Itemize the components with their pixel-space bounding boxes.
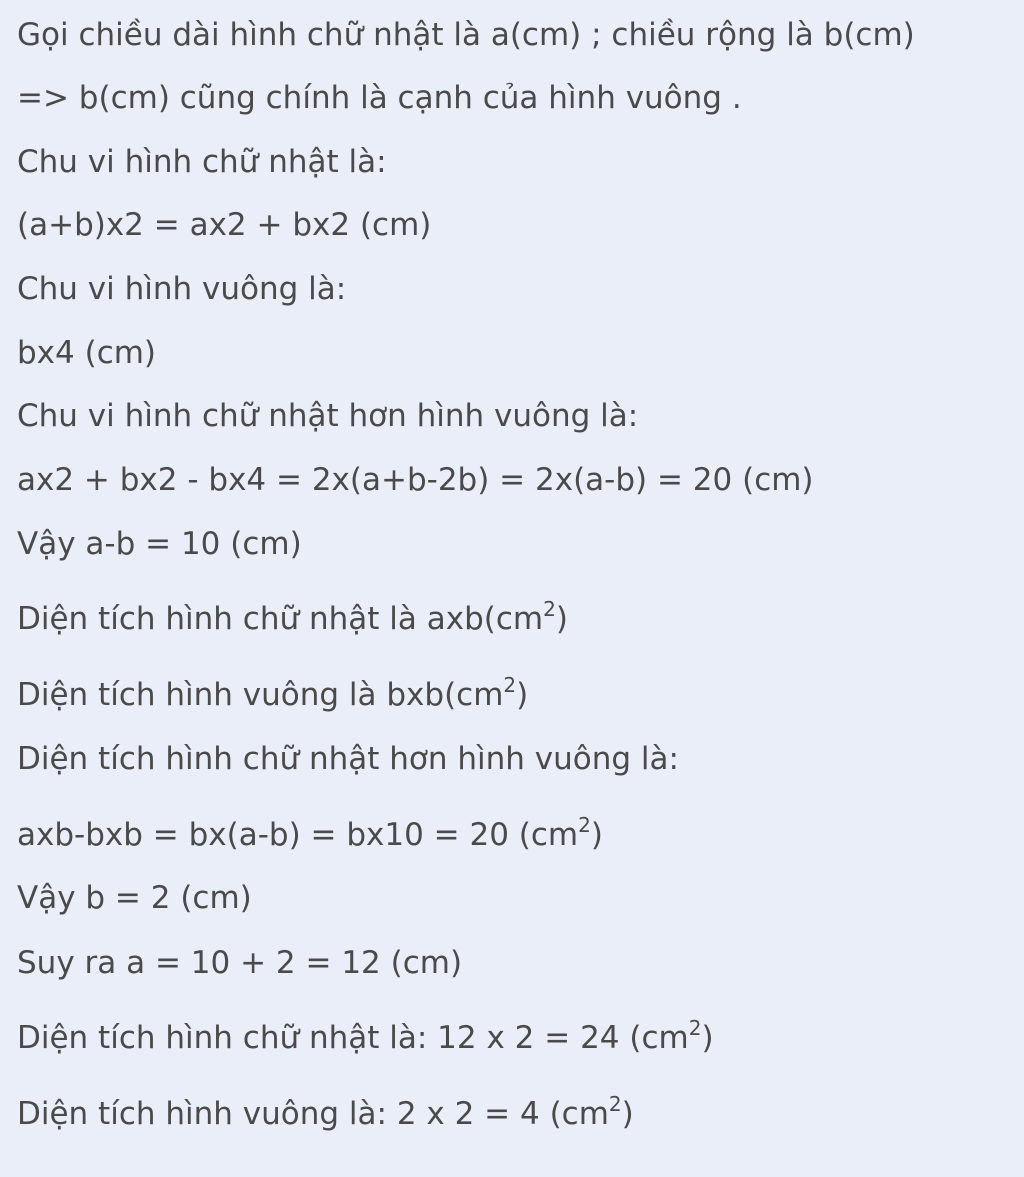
line-text: bx4 (cm): [17, 335, 157, 371]
line-text: Chu vi hình chữ nhật là:: [17, 144, 387, 180]
superscript: 2: [503, 673, 517, 697]
line-2: [17, 78, 742, 118]
superscript: 2: [608, 1092, 622, 1116]
line-8: [17, 460, 814, 500]
line-text: Suy ra a = 10 + 2 = 12 (cm): [17, 945, 463, 981]
line-text: ax2 + bx2 - bx4 = 2x(a+b-2b) = 2x(a-b) = 20 (cm): [17, 462, 814, 498]
line-4: [17, 205, 431, 245]
line-text-end: ): [590, 817, 603, 853]
line-5: [17, 269, 346, 309]
line-text: Gọi chiều dài hình chữ nhật là a(cm) ; chiều rộng là b(cm): [17, 17, 915, 53]
line-14: [17, 878, 252, 918]
superscript: 2: [688, 1016, 702, 1040]
line-text: Vậy b = 2 (cm): [17, 880, 252, 916]
line-text: axb-bxb = bx(a-b) = bx10 = 20 (cm: [17, 817, 579, 853]
line-text-end: ): [621, 1096, 634, 1132]
line-11: [17, 675, 528, 715]
superscript: 2: [543, 597, 556, 621]
line-text: Chu vi hình chữ nhật hơn hình vuông là:: [17, 398, 639, 434]
line-text: Diện tích hình chữ nhật hơn hình vuông là:: [17, 741, 679, 777]
line-3: [17, 142, 387, 182]
line-text: Diện tích hình chữ nhật là axb(cm: [17, 601, 544, 637]
line-1: [17, 15, 915, 55]
line-text: => b(cm) cũng chính là cạnh của hình vuông .: [17, 80, 742, 116]
line-6: [17, 333, 156, 373]
line-text-end: ): [516, 677, 529, 713]
line-text: Diện tích hình chữ nhật là: 12 x 2 = 24 (cm: [17, 1020, 689, 1056]
line-text: Diện tích hình vuông là bxb(cm: [17, 677, 504, 713]
line-17: [17, 1094, 634, 1134]
line-15: [17, 943, 462, 983]
line-text-end: ): [701, 1020, 714, 1056]
line-text: Chu vi hình vuông là:: [17, 271, 347, 307]
line-13: [17, 815, 603, 855]
line-text: (a+b)x2 = ax2 + bx2 (cm): [17, 207, 432, 243]
line-9: [17, 524, 302, 564]
line-16: [17, 1018, 714, 1058]
line-text: Vậy a-b = 10 (cm): [17, 526, 302, 562]
line-10: [17, 599, 568, 639]
line-7: [17, 396, 638, 436]
line-text-end: ): [555, 601, 568, 637]
line-text: Diện tích hình vuông là: 2 x 2 = 4 (cm: [17, 1096, 609, 1132]
line-12: [17, 739, 679, 779]
superscript: 2: [578, 813, 591, 837]
